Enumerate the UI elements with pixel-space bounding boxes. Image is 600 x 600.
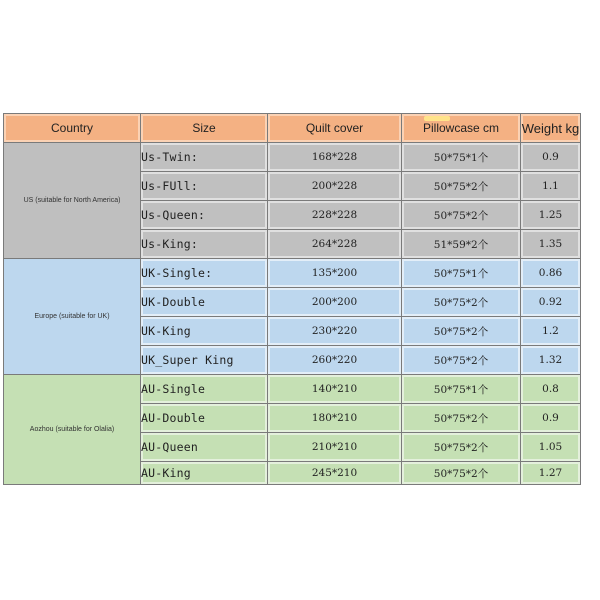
table-row bbox=[4, 143, 581, 172]
weight-cell: 1.35 bbox=[521, 230, 581, 259]
quilt-cell: 260*220 bbox=[268, 346, 402, 375]
country-us: US (suitable for North America) bbox=[4, 143, 141, 259]
size-cell: Us-FUll: bbox=[141, 172, 268, 201]
pillow-cell: 50*75*2个 bbox=[402, 201, 521, 230]
quilt-cell: 135*200 bbox=[268, 259, 402, 288]
pillow-cell: 50*75*2个 bbox=[402, 462, 521, 485]
quilt-cell: 264*228 bbox=[268, 230, 402, 259]
weight-cell: 1.05 bbox=[521, 433, 581, 462]
header-row bbox=[4, 114, 581, 143]
country-europe: Europe (suitable for UK) bbox=[4, 259, 141, 375]
pillow-cell: 50*75*1个 bbox=[402, 143, 521, 172]
size-cell: AU-Double bbox=[141, 404, 268, 433]
size-cell: UK_Super King bbox=[141, 346, 268, 375]
weight-cell: 0.86 bbox=[521, 259, 581, 288]
weight-cell: 0.9 bbox=[521, 404, 581, 433]
header-quilt-cover: Quilt cover bbox=[268, 114, 402, 143]
size-cell: AU-King bbox=[141, 462, 268, 485]
header-size: Size bbox=[141, 114, 268, 143]
quilt-cell: 210*210 bbox=[268, 433, 402, 462]
table-row bbox=[4, 375, 581, 404]
pillow-cell: 50*75*2个 bbox=[402, 433, 521, 462]
quilt-cell: 180*210 bbox=[268, 404, 402, 433]
pillow-cell: 50*75*2个 bbox=[402, 172, 521, 201]
size-cell: UK-Double bbox=[141, 288, 268, 317]
highlight-mark bbox=[424, 116, 450, 121]
header-weight: Weight kg bbox=[521, 114, 581, 143]
size-chart-table bbox=[3, 113, 581, 485]
size-cell: Us-King: bbox=[141, 230, 268, 259]
header-pillowcase bbox=[402, 114, 521, 143]
quilt-cell: 200*200 bbox=[268, 288, 402, 317]
quilt-cell: 168*228 bbox=[268, 143, 402, 172]
pillow-cell: 50*75*1个 bbox=[402, 375, 521, 404]
size-cell: UK-King bbox=[141, 317, 268, 346]
pillow-cell: 51*59*2个 bbox=[402, 230, 521, 259]
table-row bbox=[4, 259, 581, 288]
pillow-cell: 50*75*2个 bbox=[402, 288, 521, 317]
header-pillowcase-label: Pillowcase cm bbox=[422, 121, 500, 135]
quilt-cell: 230*220 bbox=[268, 317, 402, 346]
weight-cell: 0.92 bbox=[521, 288, 581, 317]
pillow-cell: 50*75*1个 bbox=[402, 259, 521, 288]
size-cell: AU-Single bbox=[141, 375, 268, 404]
size-cell: UK-Single: bbox=[141, 259, 268, 288]
weight-cell: 0.9 bbox=[521, 143, 581, 172]
quilt-cell: 200*228 bbox=[268, 172, 402, 201]
pillow-cell: 50*75*2个 bbox=[402, 404, 521, 433]
header-country: Country bbox=[4, 114, 141, 143]
quilt-cell: 245*210 bbox=[268, 462, 402, 485]
quilt-cell: 228*228 bbox=[268, 201, 402, 230]
pillow-cell: 50*75*2个 bbox=[402, 346, 521, 375]
weight-cell: 1.1 bbox=[521, 172, 581, 201]
weight-cell: 0.8 bbox=[521, 375, 581, 404]
size-cell: Us-Queen: bbox=[141, 201, 268, 230]
weight-cell: 1.25 bbox=[521, 201, 581, 230]
weight-cell: 1.2 bbox=[521, 317, 581, 346]
size-cell: AU-Queen bbox=[141, 433, 268, 462]
weight-cell: 1.27 bbox=[521, 462, 581, 485]
country-au: Aozhou (suitable for Olalia) bbox=[4, 375, 141, 485]
pillow-cell: 50*75*2个 bbox=[402, 317, 521, 346]
quilt-cell: 140*210 bbox=[268, 375, 402, 404]
weight-cell: 1.32 bbox=[521, 346, 581, 375]
size-cell: Us-Twin: bbox=[141, 143, 268, 172]
